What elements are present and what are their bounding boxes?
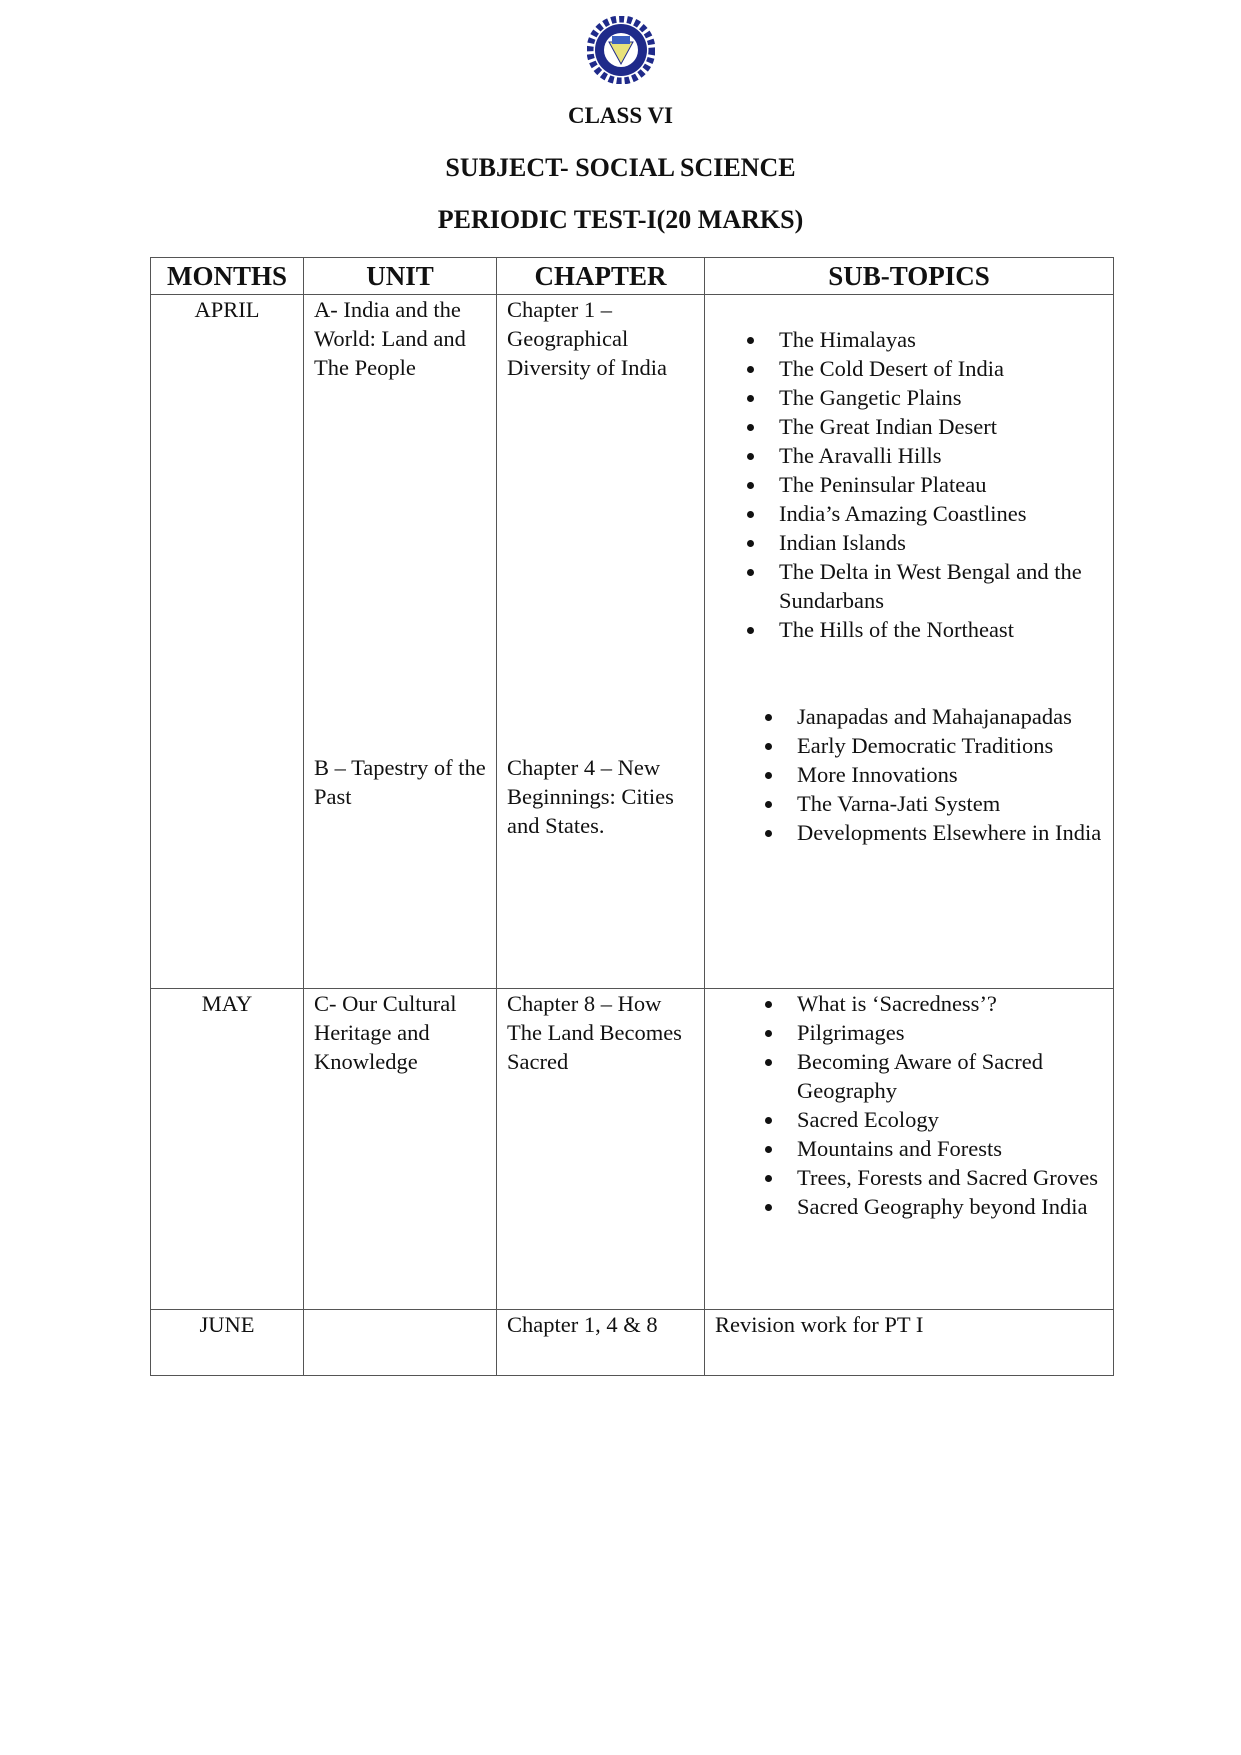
list-item: • Becoming Aware of Sacred Geography [785, 1047, 1103, 1105]
header-subtopics: SUB-TOPICS [705, 258, 1114, 295]
list-item: • Sacred Ecology [785, 1105, 1103, 1134]
unit-b: B – Tapestry of the Past [314, 755, 486, 809]
list-item: • The Gangetic Plains [767, 383, 1103, 412]
list-item: • Pilgrimages [785, 1018, 1103, 1047]
chapter-cell: Chapter 1, 4 & 8 [497, 1310, 705, 1376]
list-item: • Janapadas and Mahajanapadas [785, 702, 1103, 731]
test-title: PERIODIC TEST-I(20 MARKS) [437, 205, 804, 234]
unit-cell: C- Our Cultural Heritage and Knowledge [304, 989, 497, 1310]
subtopics-cell: Revision work for PT I [705, 1310, 1114, 1376]
chapter-cell: Chapter 8 – How The Land Becomes Sacred [497, 989, 705, 1310]
list-item: • More Innovations [785, 760, 1103, 789]
subject-title: SUBJECT- SOCIAL SCIENCE [445, 153, 796, 182]
chapter-cell [497, 295, 705, 989]
list-item: • Trees, Forests and Sacred Groves [785, 1163, 1103, 1192]
school-logo [587, 16, 655, 84]
header-unit: UNIT [304, 258, 497, 295]
list-item: • The Hills of the Northeast [767, 615, 1103, 644]
subtopics-cell [705, 989, 1114, 1310]
header-months: MONTHS [151, 258, 304, 295]
month-cell: APRIL [151, 295, 304, 989]
list-item: • Early Democratic Traditions [785, 731, 1103, 760]
table-row [151, 989, 1114, 1310]
topics-list [705, 989, 1103, 1221]
unit-cell [304, 1310, 497, 1376]
header-row [151, 258, 1114, 295]
month-cell: MAY [151, 989, 304, 1310]
list-item: • What is ‘Sacredness’? [785, 989, 1103, 1018]
list-item: • The Cold Desert of India [767, 354, 1103, 383]
list-item: • The Aravalli Hills [767, 441, 1103, 470]
table-row [151, 295, 1114, 989]
topics-list-b [705, 702, 1103, 847]
unit-a: A- India and the World: Land and The People [314, 297, 466, 380]
list-item: • The Peninsular Plateau [767, 470, 1103, 499]
list-item: • The Delta in West Bengal and the Sundarbans [767, 557, 1103, 615]
unit-cell [304, 295, 497, 989]
list-item: • Mountains and Forests [785, 1134, 1103, 1163]
list-item: • Indian Islands [767, 528, 1103, 557]
chapter-b: Chapter 4 – New Beginnings: Cities and States. [507, 755, 674, 838]
chapter-a: Chapter 1 – Geographical Diversity of India [507, 297, 667, 380]
list-item: • India’s Amazing Coastlines [767, 499, 1103, 528]
topics-list-a [705, 325, 1103, 644]
month-cell: JUNE [151, 1310, 304, 1376]
list-item: • Sacred Geography beyond India [785, 1192, 1103, 1221]
class-title: CLASS VI [567, 103, 674, 128]
header-chapter: CHAPTER [497, 258, 705, 295]
list-item: • The Great Indian Desert [767, 412, 1103, 441]
syllabus-table [150, 257, 1114, 1376]
subtopics-cell [705, 295, 1114, 989]
list-item: • Developments Elsewhere in India [785, 818, 1103, 847]
list-item: • The Varna-Jati System [785, 789, 1103, 818]
list-item: • The Himalayas [767, 325, 1103, 354]
table-row [151, 1310, 1114, 1376]
